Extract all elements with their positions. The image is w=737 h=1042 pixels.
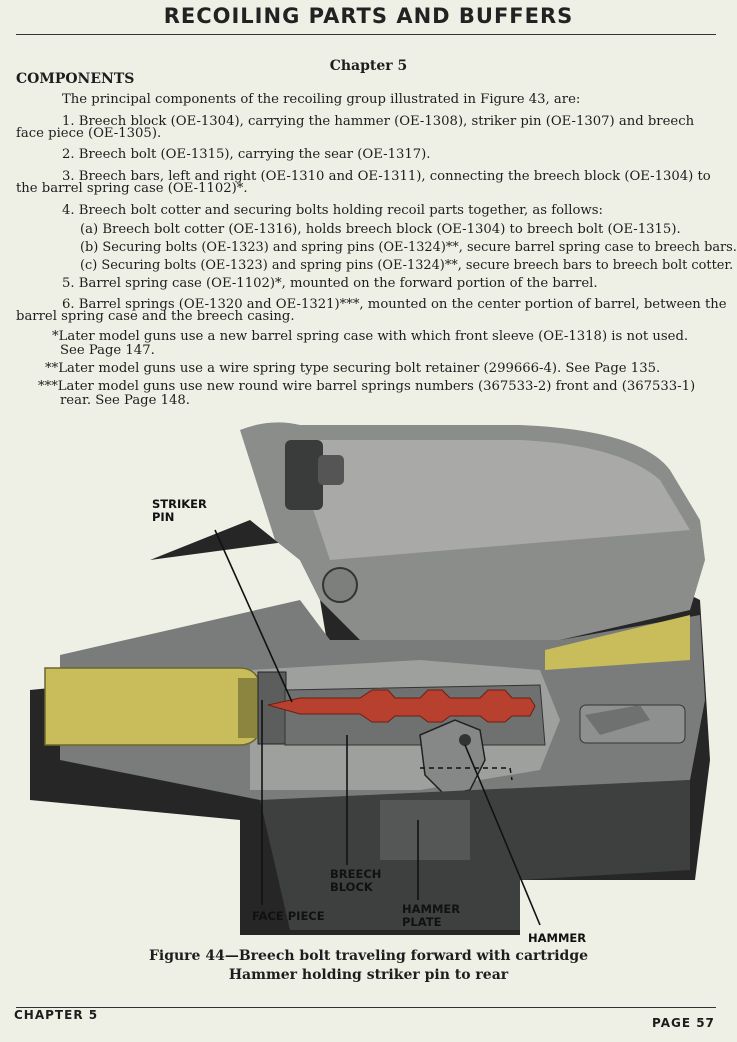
footer-page-number: PAGE 57: [652, 1016, 715, 1030]
label-breech-block: [330, 868, 381, 894]
label-hammer-plate: [402, 903, 460, 929]
footnote-3-line-1: ***Later model guns use new round wire barrel springs numbers (367533-2) front and (367533-1): [38, 379, 696, 394]
label-breech-line-2: BLOCK: [330, 880, 373, 894]
label-face-piece: FACE PIECE: [252, 909, 325, 923]
item-4: 4. Breech bolt cotter and securing bolts holding recoil parts together, as follows:: [62, 203, 603, 218]
item-1-text: 1. Breech block (OE-1304), carrying the hammer (OE-1308), striker pin (OE-1307) and breech: [62, 114, 695, 129]
feed-lever-head: [318, 455, 344, 485]
item-3-line-1: 3. Breech bars, left and right (OE-1310 and OE-1311), connecting the breech block (OE-1304) to: [62, 169, 711, 184]
intro-paragraph: The principal components of the recoiling group illustrated in Figure 43, are:: [62, 92, 581, 107]
bottom-rule: [16, 1007, 716, 1008]
item-6-line-1: 6. Barrel springs (OE-1320 and OE-1321)***, mounted on the center portion of barrel, between the: [62, 297, 727, 312]
page-title: RECOILING PARTS AND BUFFERS: [163, 4, 574, 28]
hammer-pivot: [459, 734, 471, 746]
caption-line-2: Hammer holding striker pin to rear: [228, 967, 509, 983]
top-rule: [16, 34, 716, 35]
item-5: 5. Barrel spring case (OE-1102)*, mounted on the forward portion of the barrel.: [62, 276, 598, 291]
cartridge-case: [45, 668, 262, 745]
breech-cutaway-illustration: [0, 415, 737, 945]
label-hammer-plate-line-2: PLATE: [402, 915, 442, 929]
item-4c: (c) Securing bolts (OE-1323) and spring pins (OE-1324)**, secure breech bars to breech bolt cotter.: [80, 258, 734, 273]
item-6-line-2: barrel spring case and the breech casing.: [16, 309, 295, 324]
label-hammer-plate-line-1: HAMMER: [402, 902, 461, 916]
section-heading: COMPONENTS: [16, 71, 135, 87]
cartridge-rim: [238, 678, 258, 738]
item-3-line-2: the barrel spring case (OE-1102)*.: [16, 181, 248, 196]
lower-casing: [260, 780, 690, 930]
label-striker-pin: [152, 498, 207, 524]
label-breech-line-1: BREECH: [330, 867, 382, 881]
item-4b: (b) Securing bolts (OE-1323) and spring pins (OE-1324)**, secure barrel spring case to breech bars.: [80, 240, 737, 255]
figure-caption: [0, 947, 737, 985]
footer-chapter: CHAPTER 5: [14, 1008, 99, 1022]
footnote-1-line-2: See Page 147.: [60, 343, 155, 358]
label-hammer: HAMMER: [528, 931, 587, 945]
item-2: 2. Breech bolt (OE-1315), carrying the sear (OE-1317).: [62, 147, 431, 162]
item-1-line-2: face piece (OE-1305).: [16, 126, 162, 141]
footnote-2: **Later model guns use a wire spring type securing bolt retainer (299666-4). See Page 135.: [45, 361, 661, 376]
item-4a: (a) Breech bolt cotter (OE-1316), holds breech block (OE-1304) to breech bolt (OE-1315).: [80, 222, 681, 237]
caption-line-1: Figure 44—Breech bolt traveling forward with cartridge: [148, 948, 589, 964]
chapter-heading: Chapter 5: [329, 58, 408, 74]
hammer-plate-part: [380, 800, 470, 860]
footnote-3-line-2: rear. See Page 148.: [60, 393, 190, 408]
label-striker-line-2: PIN: [152, 510, 175, 524]
pivot-knob: [323, 568, 357, 602]
label-striker-line-1: STRIKER: [152, 497, 207, 511]
feed-lever: [285, 440, 323, 510]
footnote-1-line-1: *Later model guns use a new barrel spring case with which front sleeve (OE-1318) is not used.: [52, 329, 689, 344]
